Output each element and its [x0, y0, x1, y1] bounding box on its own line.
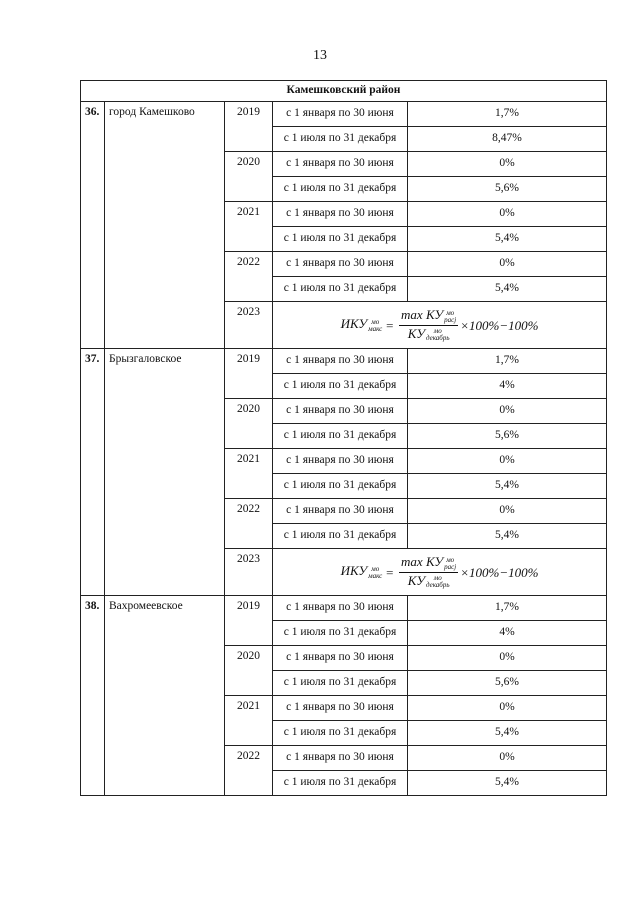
year-cell: 2022 — [225, 746, 273, 796]
formula-lhs: ИКУ мо макс — [340, 316, 383, 333]
period-cell: с 1 января по 30 июня — [273, 596, 408, 621]
page-number: 13 — [313, 48, 327, 63]
year-cell: 2021 — [225, 202, 273, 252]
value-cell: 5,4% — [408, 227, 607, 252]
period-cell: с 1 января по 30 июня — [273, 399, 408, 424]
period-cell: с 1 июля по 31 декабря — [273, 721, 408, 746]
year-cell: 2020 — [225, 646, 273, 696]
value-cell: 5,4% — [408, 474, 607, 499]
year-cell: 2019 — [225, 349, 273, 399]
period-cell: с 1 января по 30 июня — [273, 646, 408, 671]
period-cell: с 1 января по 30 июня — [273, 152, 408, 177]
value-cell: 5,6% — [408, 671, 607, 696]
formula-fraction: max КУ мо расj КУ мо декабрь — [401, 307, 457, 342]
value-cell: 0% — [408, 449, 607, 474]
value-cell: 0% — [408, 252, 607, 277]
value-cell: 0% — [408, 399, 607, 424]
entry-number: 38. — [81, 596, 105, 796]
year-cell: 2022 — [225, 252, 273, 302]
max-index-formula: ИКУ мо макс = max КУ мо расj КУ мо декабрь ×100%−100% — [340, 307, 539, 342]
period-cell: с 1 января по 30 июня — [273, 102, 408, 127]
year-cell: 2023 — [225, 302, 273, 349]
value-cell: 0% — [408, 202, 607, 227]
period-cell: с 1 января по 30 июня — [273, 746, 408, 771]
period-cell: с 1 июля по 31 декабря — [273, 424, 408, 449]
value-cell: 0% — [408, 646, 607, 671]
year-cell: 2020 — [225, 152, 273, 202]
period-cell: с 1 июля по 31 декабря — [273, 127, 408, 152]
value-cell: 0% — [408, 746, 607, 771]
year-cell: 2022 — [225, 499, 273, 549]
year-cell: 2019 — [225, 596, 273, 646]
region-header: Камешковский район — [81, 81, 607, 102]
entry-number: 36. — [81, 102, 105, 349]
period-cell: с 1 января по 30 июня — [273, 499, 408, 524]
value-cell: 4% — [408, 621, 607, 646]
period-cell: с 1 января по 30 июня — [273, 349, 408, 374]
value-cell: 1,7% — [408, 349, 607, 374]
year-cell: 2020 — [225, 399, 273, 449]
table-row — [81, 349, 607, 374]
period-cell: с 1 июля по 31 декабря — [273, 524, 408, 549]
period-cell: с 1 июля по 31 декабря — [273, 474, 408, 499]
table-row — [81, 596, 607, 621]
formula-fraction: max КУ мо расj КУ мо декабрь — [401, 554, 457, 589]
period-cell: с 1 января по 30 июня — [273, 202, 408, 227]
region-header-row — [81, 81, 607, 102]
formula-cell — [273, 549, 607, 596]
value-cell: 0% — [408, 696, 607, 721]
period-cell: с 1 января по 30 июня — [273, 449, 408, 474]
value-cell: 5,4% — [408, 721, 607, 746]
year-cell: 2019 — [225, 102, 273, 152]
value-cell: 4% — [408, 374, 607, 399]
entry-number: 37. — [81, 349, 105, 596]
value-cell: 0% — [408, 152, 607, 177]
period-cell: с 1 июля по 31 декабря — [273, 277, 408, 302]
value-cell: 5,4% — [408, 277, 607, 302]
formula-cell — [273, 302, 607, 349]
year-cell: 2023 — [225, 549, 273, 596]
value-cell: 5,6% — [408, 424, 607, 449]
period-cell: с 1 июля по 31 декабря — [273, 671, 408, 696]
value-cell: 1,7% — [408, 596, 607, 621]
municipality-name: Брызгаловское — [105, 349, 225, 596]
municipality-name: Вахромеевское — [105, 596, 225, 796]
formula-lhs: ИКУ мо макс — [340, 563, 383, 580]
year-cell: 2021 — [225, 449, 273, 499]
value-cell: 8,47% — [408, 127, 607, 152]
value-cell: 5,4% — [408, 524, 607, 549]
tariff-table — [80, 80, 607, 796]
value-cell: 5,6% — [408, 177, 607, 202]
municipality-name: город Камешково — [105, 102, 225, 349]
value-cell: 1,7% — [408, 102, 607, 127]
period-cell: с 1 января по 30 июня — [273, 252, 408, 277]
period-cell: с 1 июля по 31 декабря — [273, 374, 408, 399]
period-cell: с 1 июля по 31 декабря — [273, 771, 408, 796]
period-cell: с 1 июля по 31 декабря — [273, 177, 408, 202]
period-cell: с 1 июля по 31 декабря — [273, 227, 408, 252]
period-cell: с 1 июля по 31 декабря — [273, 621, 408, 646]
table-row — [81, 102, 607, 127]
period-cell: с 1 января по 30 июня — [273, 696, 408, 721]
max-index-formula: ИКУ мо макс = max КУ мо расj КУ мо декабрь ×100%−100% — [340, 554, 539, 589]
value-cell: 0% — [408, 499, 607, 524]
year-cell: 2021 — [225, 696, 273, 746]
value-cell: 5,4% — [408, 771, 607, 796]
